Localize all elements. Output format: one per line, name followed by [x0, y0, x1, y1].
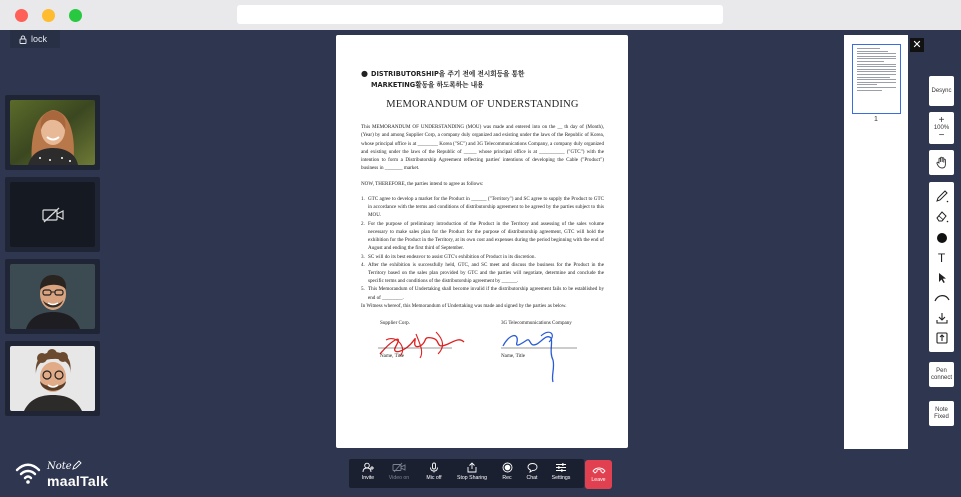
hand-tool-button[interactable]: [929, 150, 954, 175]
minimize-window-button[interactable]: [42, 9, 55, 22]
video-label: Video on: [388, 475, 410, 481]
zoom-out-button[interactable]: −: [938, 130, 945, 141]
clause-item: 2. For the purpose of preliminary introduction of the Product in the Territory and assessing of the sales volume necessary to make sales plan for the Product for the purpose of distributorship agreement, GTC will hold the exhibition for the Product in the Territory, at its own cost and expenses during the period beginning with the end of August and ending the first third of September.: [361, 220, 604, 252]
chat-icon: [527, 462, 538, 473]
color-dot-icon: [936, 232, 948, 244]
leave-label: Leave: [591, 477, 606, 483]
company-left: Supplier Corp.: [380, 320, 410, 327]
pen-connect-label: Pen connect: [930, 367, 952, 381]
share-icon: [466, 462, 478, 473]
leave-button[interactable]: [585, 460, 612, 489]
share-label: Stop Sharing: [457, 475, 487, 481]
color-picker-button[interactable]: [929, 228, 954, 248]
zoom-control: [929, 112, 954, 144]
video-off-icon: [392, 462, 406, 473]
header-line-1: DISTRIBUTORSHIP을 주기 전에 전시회등을 통한: [370, 70, 525, 78]
signature-section: [361, 320, 604, 390]
bullet-icon: ●: [361, 69, 368, 78]
record-label: Rec: [502, 475, 512, 481]
signature-block-right: [501, 320, 572, 360]
settings-icon: [555, 462, 567, 473]
record-icon: [502, 462, 513, 473]
settings-button[interactable]: [546, 462, 576, 481]
clause-item: 5. This Memorandum of Undertaking shall become invalid if the distributorship agreement fails to be established by end of ________.: [361, 286, 604, 301]
participant-avatar-man-glasses: [10, 264, 95, 329]
maximize-window-button[interactable]: [69, 9, 82, 22]
participant-video-2[interactable]: [5, 177, 100, 252]
hand-icon: [936, 156, 948, 169]
zoom-level: 100%: [933, 125, 950, 131]
document-therefore: NOW, THEREFORE, the parties intend to agree as follows:: [361, 180, 484, 187]
upload-icon: [935, 331, 949, 345]
wifi-logo-icon: [15, 460, 41, 486]
pen-tool-button[interactable]: [929, 186, 954, 206]
hangup-icon: [592, 466, 606, 474]
clause-item: 3. SC will do its best endeavor to assist GTC's exhibition of Product in its discretion.: [361, 253, 536, 260]
settings-label: Settings: [551, 475, 571, 481]
signature-block-left: [380, 320, 410, 360]
mic-label: Mic off: [426, 475, 442, 481]
note-fixed-label: Note Fixed: [934, 406, 949, 420]
desync-label: Desync: [931, 87, 952, 94]
participant-video-4[interactable]: [5, 341, 100, 416]
curve-icon: [934, 293, 950, 303]
video-button[interactable]: [384, 462, 414, 481]
address-bar[interactable]: [237, 5, 723, 24]
download-icon: [935, 311, 949, 325]
name-title-left: Name, Title: [380, 353, 405, 360]
pen-icon: [935, 189, 949, 203]
header-line-2: MARKETING활동을 하도록하는 내용: [370, 81, 484, 89]
invite-label: Invite: [361, 475, 375, 481]
participant-video-1[interactable]: [5, 95, 100, 170]
pointer-icon: [937, 272, 947, 284]
page-thumbnail[interactable]: [852, 44, 901, 114]
curve-tool-button[interactable]: [929, 288, 954, 308]
mic-icon: [429, 462, 439, 473]
video-off-icon: [40, 206, 66, 224]
stop-sharing-button[interactable]: [455, 462, 489, 481]
close-panel-button[interactable]: ✕: [910, 38, 924, 52]
drawing-tools: [929, 182, 954, 352]
document-header: [361, 69, 604, 91]
brand-name: maalTalk: [47, 473, 109, 489]
pen-connect-button[interactable]: [929, 362, 954, 387]
invite-icon: [362, 462, 374, 473]
invite-button[interactable]: [353, 462, 383, 481]
upload-button[interactable]: [929, 328, 954, 348]
desync-button[interactable]: [929, 76, 954, 106]
eraser-icon: [935, 209, 949, 223]
chat-label: Chat: [526, 475, 538, 481]
brand-note: Note: [47, 461, 72, 472]
company-right: 3G Telecommunications Company: [501, 320, 572, 327]
close-window-button[interactable]: [15, 9, 28, 22]
download-button[interactable]: [929, 308, 954, 328]
document-page[interactable]: [336, 35, 628, 448]
clause-item: 1. GTC agree to develop a market for the Product in ______ ("Territory") and SC agree to supply the Product to GTC in accordance with the terms and conditions of distributorship agreement to be agreed by the parties subject to this MOU.: [361, 196, 604, 219]
page-thumbnail-panel: [844, 35, 908, 449]
zoom-in-button[interactable]: +: [938, 115, 945, 126]
browser-titlebar: [0, 0, 961, 30]
lock-icon: [19, 35, 27, 44]
participant-avatar-man-beard: [10, 346, 95, 411]
pointer-tool-button[interactable]: [929, 268, 954, 288]
clause-list: [361, 195, 604, 302]
clause-item: 4. After the exhibition is successfully held, GTC, and SC meet and discuss the business for the Product in the Territory based on the sales plan provided by GTC and the parties will negotiate, determine and conclude the specific terms and conditions of the distributorship agreement by ______.: [361, 261, 604, 285]
chat-button[interactable]: [517, 462, 547, 481]
lock-label: lock: [31, 34, 48, 44]
name-title-right: Name, Title: [501, 353, 526, 360]
pencil-logo-icon: [72, 460, 82, 470]
eraser-tool-button[interactable]: [929, 206, 954, 226]
page-number: 1: [874, 116, 878, 123]
document-witness: In Witness whereof, this Memorandum of Undertaking was made and signed by the parties as below.: [361, 302, 567, 309]
participant-video-3[interactable]: [5, 259, 100, 334]
document-intro: This MEMORANDUM OF UNDERSTANDING (MOU) was made and entered into on the __ th day of (Month), (Year) by and among Supplier Corp, a company duly organized and existing under the laws of the Republic of Korea, whose principal office is at ________ Korea ("SC") and 3G Telecommunications Company, a company duly organized and existing under the laws of the Republic of _____ whose principal office is at __________ ("GTC") with the intention to form a Distributorship Agreement reflecting parties' intentions of developing the Cable ("Product") business in _______ market.: [361, 124, 604, 172]
meeting-toolbar: [349, 459, 584, 488]
participant-avatar-woman: [10, 100, 95, 165]
document-title: MEMORANDUM OF UNDERSTANDING: [386, 99, 579, 110]
mic-button[interactable]: [419, 462, 449, 481]
lock-button[interactable]: [10, 30, 60, 48]
text-tool-button[interactable]: T: [937, 251, 946, 265]
note-fixed-button[interactable]: [929, 401, 954, 426]
